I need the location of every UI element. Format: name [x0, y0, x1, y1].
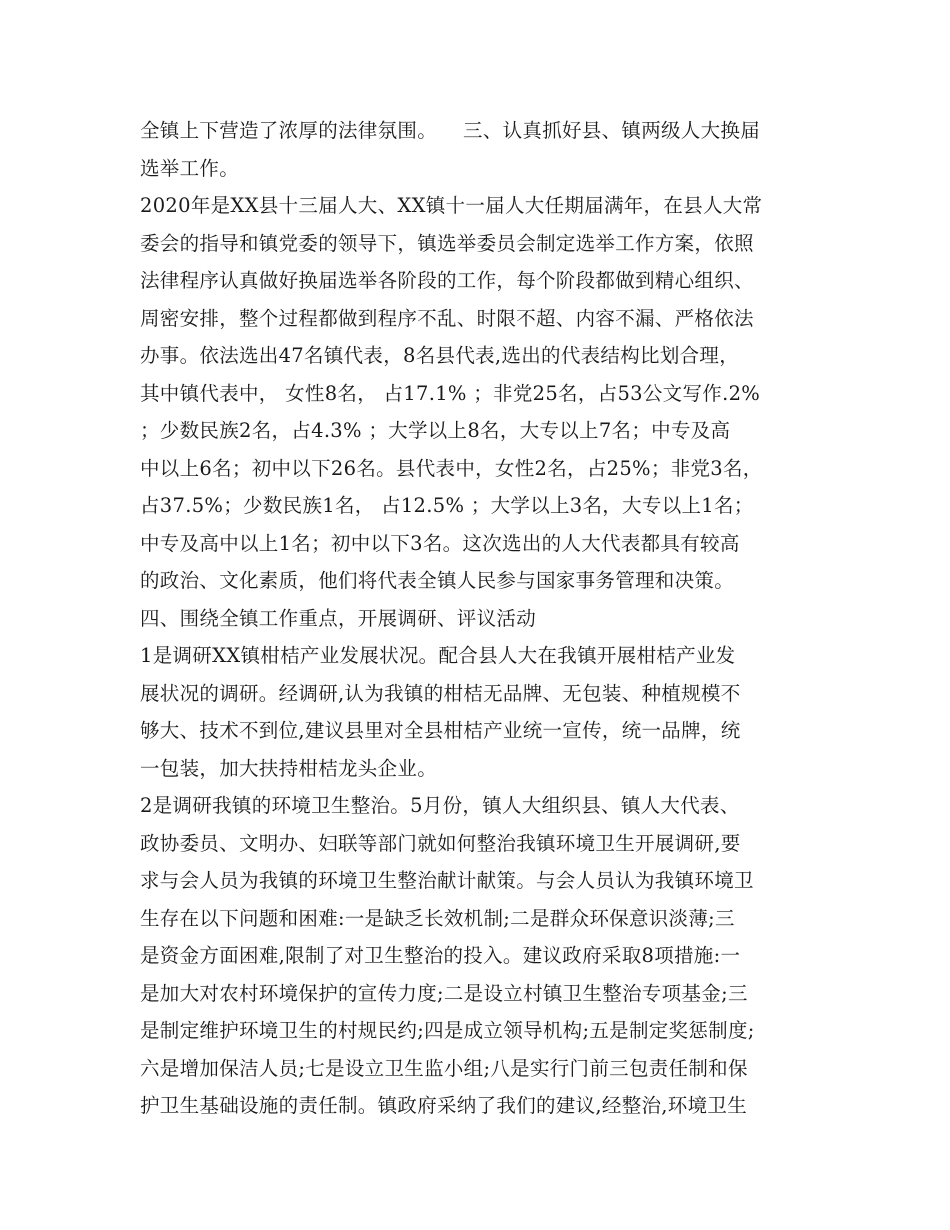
- text-line: 展状况的调研。经调研,认为我镇的柑桔无品牌、无包装、种植规模不: [140, 681, 741, 705]
- text-line: 的政治、文化素质，他们将代表全镇人民参与国家事务管理和决策。: [140, 569, 735, 592]
- text-line: ；少数民族2名，占4.3% ；大学以上8名，大专以上7名；中专及高: [140, 419, 731, 442]
- section-heading: 四、围绕全镇工作重点，开展调研、评议活动: [140, 606, 537, 630]
- text-line: 政协委员、文明办、妇联等部门就如何整治我镇环境卫生开展调研,要: [140, 831, 741, 855]
- text-line: 是制定维护环境卫生的村规民约;四是成立领导机构;五是制定奖惩制度;: [140, 1019, 755, 1042]
- text-line: 委会的指导和镇党委的领导下，镇选举委员会制定选举工作方案，依照: [140, 231, 754, 255]
- text-line: 选举工作。: [140, 156, 240, 180]
- text-line: 其中镇代表中， 女性8名， 占17.1% ；非党25名，占53公文写作.2%: [140, 381, 761, 405]
- text-line: 法律程序认真做好换届选举各阶段的工作，每个阶段都做到精心组织、: [140, 269, 754, 292]
- text-line: 2020年是XX县十三届人大、XX镇十一届人大任期届满年，在县人大常: [140, 194, 763, 217]
- text-line: 是加大对农村环境保护的宣传力度;二是设立村镇卫生整治专项基金;三: [140, 981, 748, 1005]
- text-line: 1是调研XX镇柑桔产业发展状况。配合县人大在我镇开展柑桔产业发: [140, 644, 736, 667]
- text-line: 中以上6名；初中以下26名。县代表中，女性2名，占25%；非党3名，: [140, 456, 763, 480]
- text-line: 生存在以下问题和困难:一是缺乏长效机制;二是群众环保意识淡薄;三: [140, 906, 735, 930]
- text-line: 是资金方面困难,限制了对卫生整治的投入。建议政府采取8项措施:一: [140, 944, 741, 967]
- text-line: 中专及高中以上1名；初中以下3名。这次选出的人大代表都具有较高: [140, 531, 740, 555]
- text-line: 占37.5%；少数民族1名， 占12.5% ；大学以上3名，大专以上1名；: [140, 494, 754, 517]
- text-line: 六是增加保洁人员;七是设立卫生监小组;八是实行门前三包责任制和保: [140, 1056, 748, 1080]
- text-line: 办事。依法选出47名镇代表，8名县代表,选出的代表结构比划合理，: [140, 344, 740, 367]
- text-line: 够大、技术不到位,建议县里对全县柑桔产业统一宣传，统一品牌，统: [140, 719, 741, 742]
- text-line: 全镇上下营造了浓厚的法律氛围。 三、认真抓好县、镇两级人大换届: [140, 119, 760, 142]
- text-line: 2是调研我镇的环境卫生整治。5月份，镇人大组织县、镇人大代表、: [140, 794, 740, 817]
- text-line: 求与会人员为我镇的环境卫生整治献计献策。与会人员认为我镇环境卫: [140, 869, 754, 892]
- text-line: 周密安排，整个过程都做到程序不乱、时限不超、内容不漏、严格依法: [140, 306, 754, 330]
- document-body: [140, 112, 830, 1125]
- text-line: 一包装，加大扶持柑桔龙头企业。: [140, 756, 438, 780]
- text-line: 护卫生基础设施的责任制。镇政府采纳了我们的建议,经整治,环境卫生: [140, 1094, 747, 1117]
